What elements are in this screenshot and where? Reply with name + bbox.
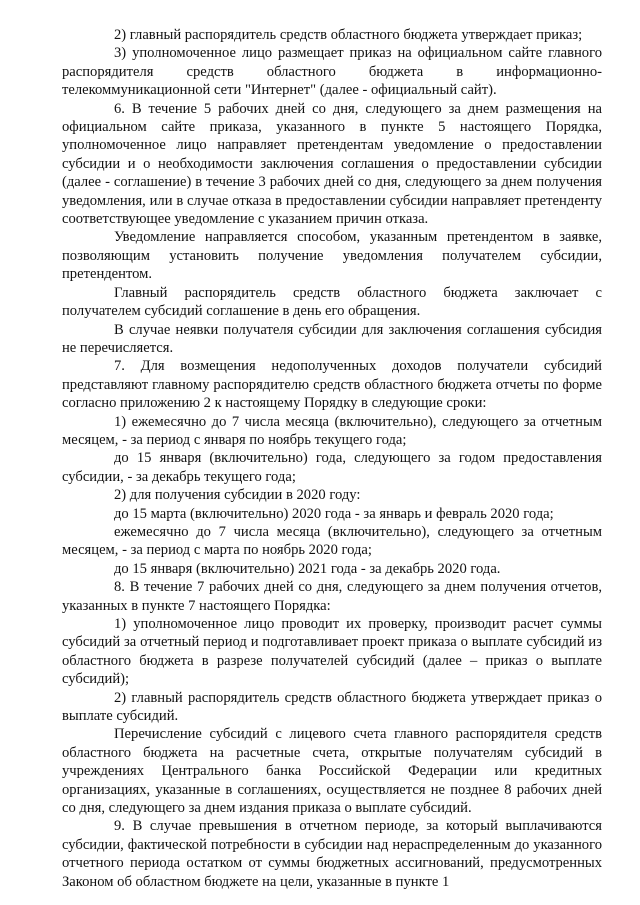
paragraph-publish-order: 3) уполномоченное лицо размещает приказ на официальном сайте главного распорядителя средств областного бюджета в информационно-телекоммуникационной сети "Интернет" (далее - официальный сайт). [62, 45, 602, 99]
paragraph-section-6: 6. В течение 5 рабочих дней со дня, следующего за днем размещения на официальном сайте приказа, указанного в пункте 5 настоящего Порядка, уполномоченное лицо направляет претендентам уведомление о предоставлении субсидии и о необходимости заключения соглашения о предоставлении субсидии (далее - соглашение) в течение 3 рабочих дней со дня, следующего за днем получения уведомления, или в случае отказа в предоставлении субсидии направляет претенденту соответствующее уведомление с указанием причин отказа. [62, 100, 602, 228]
document-page [62, 26, 602, 891]
paragraph-agreement: Главный распорядитель средств областного бюджета заключает с получателем субсидий соглашение в день его обращения. [62, 284, 602, 320]
paragraph-notification-method: Уведомление направляется способом, указанным претендентом в заявке, позволяющим установить получение уведомления получателем субсидии, претендентом. [62, 229, 602, 283]
paragraph-approve-payment: 2) главный распорядитель средств областного бюджета утверждает приказ о выплате субсидий. [62, 689, 602, 725]
paragraph-monthly-report: 1) ежемесячно до 7 числа месяца (включительно), следующего за отчетным месяцем, - за период с января по ноябрь текущего года; [62, 413, 602, 448]
paragraph-2020-subsidy: 2) для получения субсидии в 2020 году: [114, 487, 361, 504]
paragraph-transfer: Перечисление субсидий с лицевого счета главного распорядителя средств областного бюджета на расчетные счета, открытые получателям субсидий в учреждениях Центрального банка Российской Федерации или кредитных организациях, указанные в соглашениях, осуществляется не позднее 8 рабочих дней со дня, следующего за днем издания приказа о выплате субсидий. [62, 726, 602, 817]
paragraph-section-8: 8. В течение 7 рабочих дней со дня, следующего за днем получения отчетов, указанных в пункте 7 настоящего Порядка: [62, 579, 602, 614]
paragraph-january-2021: до 15 января (включительно) 2021 года - за декабрь 2020 года. [114, 560, 501, 577]
paragraph-section-9: 9. В случае превышения в отчетном периоде, за который выплачиваются субсидии, фактической потребности в субсидии над нераспределенным до указанного отчетного периода остатком от суммы бюджетных ассигнований, предусмотренных Законом об областном бюджете на цели, указанные в пункте 1 [62, 818, 602, 890]
paragraph-check-reports: 1) уполномоченное лицо проводит их проверку, производит расчет суммы субсидий за отчетный период и подготавливает проект приказа о выплате субсидий из областного бюджета в разрезе получателей субсидий (далее – приказ о выплате субсидий); [62, 616, 602, 688]
paragraph-march-2020: до 15 марта (включительно) 2020 года - за январь и февраль 2020 года; [114, 505, 554, 522]
paragraph-no-show: В случае неявки получателя субсидии для заключения соглашения субсидия не перечисляется. [62, 321, 602, 356]
paragraph-monthly-2020: ежемесячно до 7 числа месяца (включительно), следующего за отчетным месяцем, - за период с марта по ноябрь 2020 года; [62, 523, 602, 559]
paragraph-approve-order: 2) главный распорядитель средств областного бюджета утверждает приказ; [114, 27, 583, 43]
paragraph-january-report: до 15 января (включительно) года, следующего за годом предоставления субсидии, - за декабрь текущего года; [62, 450, 602, 485]
paragraph-section-7: 7. Для возмещения недополученных доходов получатели субсидий представляют главному распорядителю средств областного бюджета отчеты по форме согласно приложению 2 к настоящему Порядку в следующие сроки: [62, 358, 602, 412]
